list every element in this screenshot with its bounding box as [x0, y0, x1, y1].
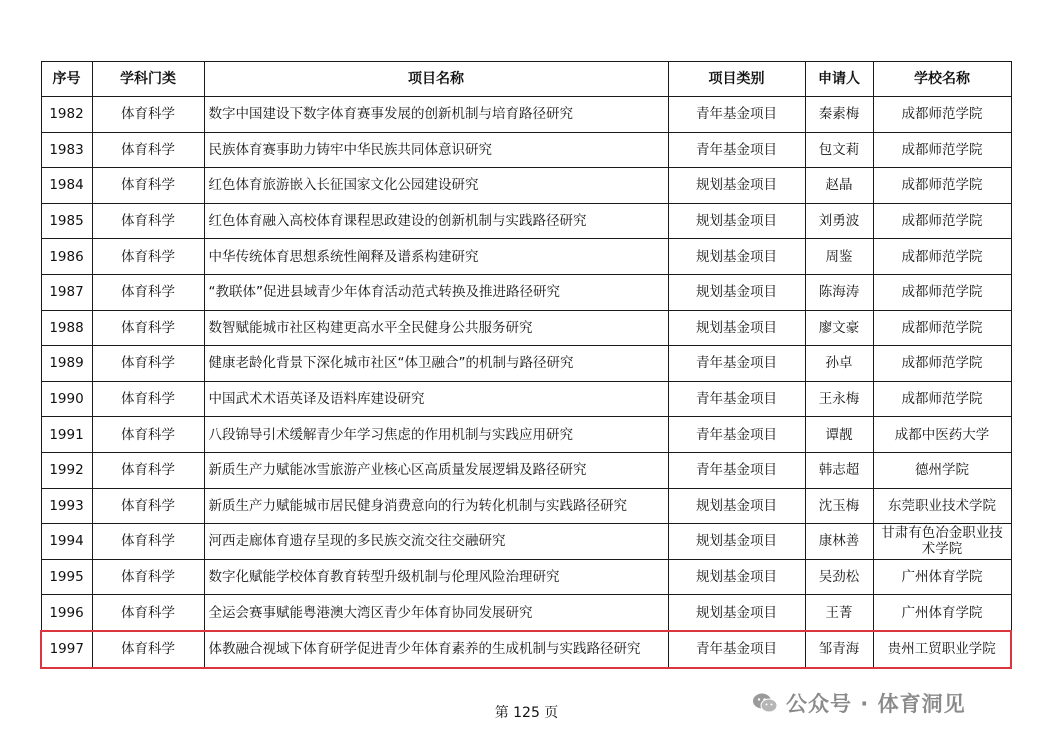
cell-applicant: 包文莉 [805, 132, 873, 168]
cell-school-name: 成都师范学院 [873, 310, 1011, 346]
table-row [41, 168, 1011, 204]
header-serial: 序号 [41, 62, 92, 97]
cell-serial: 1992 [41, 452, 92, 488]
cell-project-name: 数字化赋能学校体育教育转型升级机制与伦理风险治理研究 [204, 559, 668, 595]
watermark [752, 688, 966, 718]
cell-discipline: 体育科学 [92, 488, 204, 524]
cell-project-name: 健康老龄化背景下深化城市社区“体卫融合”的机制与路径研究 [204, 346, 668, 382]
table-row [41, 559, 1011, 595]
table-row [41, 417, 1011, 453]
cell-project-category: 规划基金项目 [668, 239, 805, 275]
cell-school-name: 成都师范学院 [873, 346, 1011, 382]
wechat-icon [752, 692, 778, 714]
cell-project-category: 规划基金项目 [668, 559, 805, 595]
cell-applicant: 韩志超 [805, 452, 873, 488]
cell-project-category: 青年基金项目 [668, 417, 805, 453]
cell-discipline: 体育科学 [92, 452, 204, 488]
cell-project-name: 民族体育赛事助力铸牢中华民族共同体意识研究 [204, 132, 668, 168]
cell-applicant: 孙卓 [805, 346, 873, 382]
watermark-text: 公众号 · 体育洞见 [786, 692, 966, 716]
cell-applicant: 王永梅 [805, 381, 873, 417]
cell-serial: 1987 [41, 274, 92, 310]
cell-applicant: 谭靓 [805, 417, 873, 453]
cell-serial: 1994 [41, 524, 92, 560]
cell-serial: 1990 [41, 381, 92, 417]
table-row [41, 346, 1011, 382]
table-row [41, 132, 1011, 168]
cell-project-category: 规划基金项目 [668, 168, 805, 204]
cell-serial: 1982 [41, 97, 92, 133]
cell-serial: 1997 [41, 631, 92, 668]
table-row [41, 97, 1011, 133]
header-school-name: 学校名称 [873, 62, 1011, 97]
header-applicant: 申请人 [805, 62, 873, 97]
cell-school-name: 成都师范学院 [873, 168, 1011, 204]
cell-serial: 1988 [41, 310, 92, 346]
cell-school-name: 成都师范学院 [873, 203, 1011, 239]
table-row [41, 310, 1011, 346]
cell-school-name: 德州学院 [873, 452, 1011, 488]
cell-project-category: 规划基金项目 [668, 488, 805, 524]
cell-serial: 1984 [41, 168, 92, 204]
cell-project-category: 青年基金项目 [668, 452, 805, 488]
table-row [41, 274, 1011, 310]
table-row [41, 524, 1011, 560]
cell-applicant: 刘勇波 [805, 203, 873, 239]
cell-project-name: 红色体育旅游嵌入长征国家文化公园建设研究 [204, 168, 668, 204]
cell-project-name: 河西走廊体育遗存呈现的多民族交流交往交融研究 [204, 524, 668, 560]
cell-serial: 1983 [41, 132, 92, 168]
cell-discipline: 体育科学 [92, 559, 204, 595]
cell-applicant: 廖文豪 [805, 310, 873, 346]
cell-project-name: 新质生产力赋能城市居民健身消费意向的行为转化机制与实践路径研究 [204, 488, 668, 524]
cell-discipline: 体育科学 [92, 310, 204, 346]
cell-discipline: 体育科学 [92, 524, 204, 560]
cell-discipline: 体育科学 [92, 346, 204, 382]
cell-school-name: 成都师范学院 [873, 274, 1011, 310]
cell-project-name: 中华传统体育思想系统性阐释及谱系构建研究 [204, 239, 668, 275]
cell-project-category: 规划基金项目 [668, 595, 805, 631]
header-project-category: 项目类别 [668, 62, 805, 97]
cell-serial: 1995 [41, 559, 92, 595]
cell-discipline: 体育科学 [92, 97, 204, 133]
cell-applicant: 康林善 [805, 524, 873, 560]
cell-school-name: 成都师范学院 [873, 132, 1011, 168]
cell-project-category: 青年基金项目 [668, 381, 805, 417]
project-table [40, 61, 1012, 669]
cell-applicant: 陈海涛 [805, 274, 873, 310]
table-header-row [41, 62, 1011, 97]
cell-project-category: 规划基金项目 [668, 524, 805, 560]
cell-project-name: 新质生产力赋能冰雪旅游产业核心区高质量发展逻辑及路径研究 [204, 452, 668, 488]
cell-discipline: 体育科学 [92, 239, 204, 275]
header-project-name: 项目名称 [204, 62, 668, 97]
cell-discipline: 体育科学 [92, 417, 204, 453]
cell-school-name: 成都师范学院 [873, 239, 1011, 275]
table-row [41, 381, 1011, 417]
cell-project-category: 青年基金项目 [668, 631, 805, 668]
cell-serial: 1985 [41, 203, 92, 239]
cell-discipline: 体育科学 [92, 631, 204, 668]
cell-project-name: 全运会赛事赋能粤港澳大湾区青少年体育协同发展研究 [204, 595, 668, 631]
table-row [41, 595, 1011, 631]
cell-school-name: 广州体育学院 [873, 595, 1011, 631]
table-row [41, 631, 1011, 668]
project-table-container [40, 61, 1010, 669]
cell-project-category: 规划基金项目 [668, 310, 805, 346]
cell-applicant: 邹青海 [805, 631, 873, 668]
cell-project-name: 八段锦导引术缓解青少年学习焦虑的作用机制与实践应用研究 [204, 417, 668, 453]
cell-serial: 1996 [41, 595, 92, 631]
cell-discipline: 体育科学 [92, 203, 204, 239]
cell-applicant: 周鉴 [805, 239, 873, 275]
cell-school-name: 甘肃有色冶金职业技术学院 [873, 524, 1011, 560]
table-row [41, 452, 1011, 488]
cell-applicant: 沈玉梅 [805, 488, 873, 524]
cell-project-category: 青年基金项目 [668, 132, 805, 168]
cell-applicant: 王菁 [805, 595, 873, 631]
cell-school-name: 成都中医药大学 [873, 417, 1011, 453]
cell-school-name: 广州体育学院 [873, 559, 1011, 595]
cell-serial: 1993 [41, 488, 92, 524]
table-row [41, 239, 1011, 275]
cell-serial: 1991 [41, 417, 92, 453]
cell-project-name: 体教融合视域下体育研学促进青少年体育素养的生成机制与实践路径研究 [204, 631, 668, 668]
cell-school-name: 东莞职业技术学院 [873, 488, 1011, 524]
cell-discipline: 体育科学 [92, 168, 204, 204]
cell-school-name: 贵州工贸职业学院 [873, 631, 1011, 668]
cell-project-name: 数字中国建设下数字体育赛事发展的创新机制与培育路径研究 [204, 97, 668, 133]
cell-applicant: 吴劲松 [805, 559, 873, 595]
cell-applicant: 秦素梅 [805, 97, 873, 133]
cell-project-category: 规划基金项目 [668, 203, 805, 239]
cell-discipline: 体育科学 [92, 132, 204, 168]
cell-discipline: 体育科学 [92, 595, 204, 631]
cell-project-category: 规划基金项目 [668, 274, 805, 310]
cell-project-category: 青年基金项目 [668, 97, 805, 133]
table-row [41, 203, 1011, 239]
cell-project-name: 中国武术术语英译及语料库建设研究 [204, 381, 668, 417]
cell-project-name: 红色体育融入高校体育课程思政建设的创新机制与实践路径研究 [204, 203, 668, 239]
header-discipline: 学科门类 [92, 62, 204, 97]
cell-serial: 1986 [41, 239, 92, 275]
cell-school-name: 成都师范学院 [873, 381, 1011, 417]
cell-discipline: 体育科学 [92, 274, 204, 310]
cell-school-name: 成都师范学院 [873, 97, 1011, 133]
page-number: 第 125 页 [494, 705, 559, 721]
cell-serial: 1989 [41, 346, 92, 382]
cell-applicant: 赵晶 [805, 168, 873, 204]
cell-project-category: 青年基金项目 [668, 346, 805, 382]
table-body [41, 97, 1011, 668]
cell-project-name: 数智赋能城市社区构建更高水平全民健身公共服务研究 [204, 310, 668, 346]
cell-discipline: 体育科学 [92, 381, 204, 417]
table-row [41, 488, 1011, 524]
cell-project-name: “教联体”促进县域青少年体育活动范式转换及推进路径研究 [204, 274, 668, 310]
